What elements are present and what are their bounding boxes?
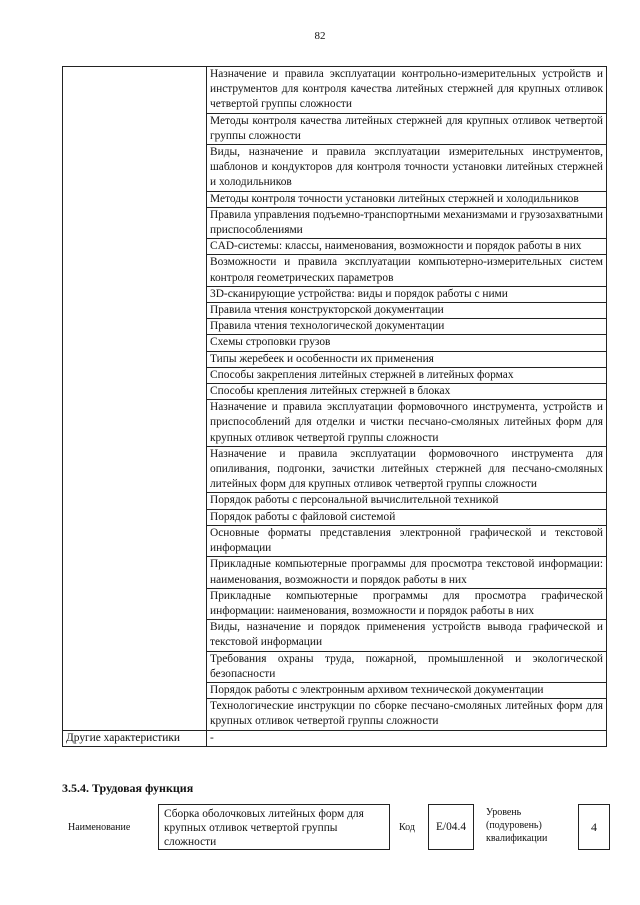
name-value: Сборка оболочковых литейных форм для крупных отливок четвертой группы сложности: [158, 804, 390, 850]
row-label-cell: [63, 67, 207, 114]
table-row: [63, 319, 607, 335]
knowledge-item: Правила чтения конструкторской документации: [207, 303, 607, 319]
knowledge-item: Правила чтения технологической документации: [207, 319, 607, 335]
table-row: [63, 67, 607, 114]
row-label-cell: [63, 682, 207, 698]
table-row: [63, 113, 607, 144]
knowledge-item: Требования охраны труда, пожарной, промышленной и экологической безопасности: [207, 651, 607, 682]
page-number: 82: [314, 30, 326, 42]
table-row: [63, 446, 607, 493]
row-label-cell: [63, 699, 207, 730]
table-row: [63, 351, 607, 367]
row-label-cell: [63, 113, 207, 144]
knowledge-item: Прикладные компьютерные программы для просмотра графической информации: наименования, возможности и порядок работы в них: [207, 588, 607, 619]
row-label-cell: [63, 239, 207, 255]
table-row: [63, 191, 607, 207]
knowledge-item: Порядок работы с электронным архивом технической документации: [207, 682, 607, 698]
table-row: [63, 493, 607, 509]
row-label-cell: [63, 303, 207, 319]
row-label-cell: [63, 620, 207, 651]
section-title: 3.5.4. Трудовая функция: [62, 781, 194, 795]
row-label-cell: [63, 145, 207, 192]
knowledge-item: Прикладные компьютерные программы для просмотра текстовой информации: наименования, возможности и порядок работы в них: [207, 557, 607, 588]
table-row: [63, 239, 607, 255]
knowledge-item: Назначение и правила эксплуатации формовочного инструмента, устройств и приспособлений для отделки и чистки песчано-смоляных литейных форм для крупных отливок четвертой группы сложности: [207, 400, 607, 447]
knowledge-item: Виды, назначение и порядок применения устройств вывода графической и текстовой информации: [207, 620, 607, 651]
table-row: [63, 699, 607, 730]
table-row: [63, 400, 607, 447]
row-label-cell: [63, 509, 207, 525]
knowledge-item: Схемы строповки грузов: [207, 335, 607, 351]
other-characteristics-row: [63, 730, 607, 746]
knowledge-item: Методы контроля качества литейных стержней для крупных отливок четвертой группы сложности: [207, 113, 607, 144]
row-label-cell: [63, 588, 207, 619]
knowledge-item: Назначение и правила эксплуатации формовочного инструмента для опиливания, подгонки, зачистки литейных стержней для песчано-смоляных литейных форм для крупных отливок четвертой группы сложности: [207, 446, 607, 493]
code-label: Код: [399, 822, 415, 833]
table-row: [63, 588, 607, 619]
row-label-cell: [63, 351, 207, 367]
table-row: [63, 557, 607, 588]
level-value: 4: [578, 804, 610, 850]
knowledge-item: Технологические инструкции по сборке песчано-смоляных литейных форм для крупных отливок четвертой группы сложности: [207, 699, 607, 730]
row-label-cell: [63, 286, 207, 302]
knowledge-item: Способы закрепления литейных стержней в литейных формах: [207, 367, 607, 383]
table-row: [63, 525, 607, 556]
knowledge-table: [62, 66, 607, 747]
labor-function-header: [62, 804, 610, 854]
row-label-cell: [63, 651, 207, 682]
row-label-cell: [63, 335, 207, 351]
knowledge-item: CAD-системы: классы, наименования, возможности и порядок работы в них: [207, 239, 607, 255]
row-label-cell: [63, 525, 207, 556]
row-label-cell: [63, 207, 207, 238]
row-label-cell: [63, 493, 207, 509]
other-characteristics-value: -: [207, 730, 607, 746]
table-row: [63, 384, 607, 400]
row-label-cell: [63, 367, 207, 383]
level-label: Уровень (подуровень) квалификации: [486, 807, 548, 844]
table-row: [63, 207, 607, 238]
table-row: [63, 682, 607, 698]
knowledge-item: Назначение и правила эксплуатации контрольно-измерительных устройств и инструментов для контроля качества литейных стержней для крупных отливок четвертой группы сложности: [207, 67, 607, 114]
name-label: Наименование: [68, 822, 131, 833]
table-row: [63, 509, 607, 525]
row-label-cell: [63, 446, 207, 493]
knowledge-item: Правила управления подъемно-транспортными механизмами и грузозахватными приспособлениями: [207, 207, 607, 238]
knowledge-item: Способы крепления литейных стержней в блоках: [207, 384, 607, 400]
row-label-cell: [63, 384, 207, 400]
table-row: [63, 651, 607, 682]
knowledge-item: Возможности и правила эксплуатации компьютерно-измерительных систем контроля геометрических параметров: [207, 255, 607, 286]
other-characteristics-label: Другие характеристики: [63, 730, 207, 746]
table-row: [63, 620, 607, 651]
table-row: [63, 145, 607, 192]
table-row: [63, 335, 607, 351]
row-label-cell: [63, 191, 207, 207]
row-label-cell: [63, 557, 207, 588]
knowledge-item: Порядок работы с файловой системой: [207, 509, 607, 525]
table-row: [63, 367, 607, 383]
knowledge-item: Основные форматы представления электронной графической и текстовой информации: [207, 525, 607, 556]
knowledge-item: 3D-сканирующие устройства: виды и порядок работы с ними: [207, 286, 607, 302]
code-value: E/04.4: [428, 804, 474, 850]
row-label-cell: [63, 255, 207, 286]
row-label-cell: [63, 319, 207, 335]
table-row: [63, 303, 607, 319]
table-row: [63, 286, 607, 302]
knowledge-item: Порядок работы с персональной вычислительной техникой: [207, 493, 607, 509]
row-label-cell: [63, 400, 207, 447]
table-row: [63, 255, 607, 286]
knowledge-item: Методы контроля точности установки литейных стержней и холодильников: [207, 191, 607, 207]
knowledge-item: Виды, назначение и правила эксплуатации измерительных инструментов, шаблонов и кондукторов для контроля точности установки литейных стержней и холодильников: [207, 145, 607, 192]
knowledge-item: Типы жеребеек и особенности их применения: [207, 351, 607, 367]
